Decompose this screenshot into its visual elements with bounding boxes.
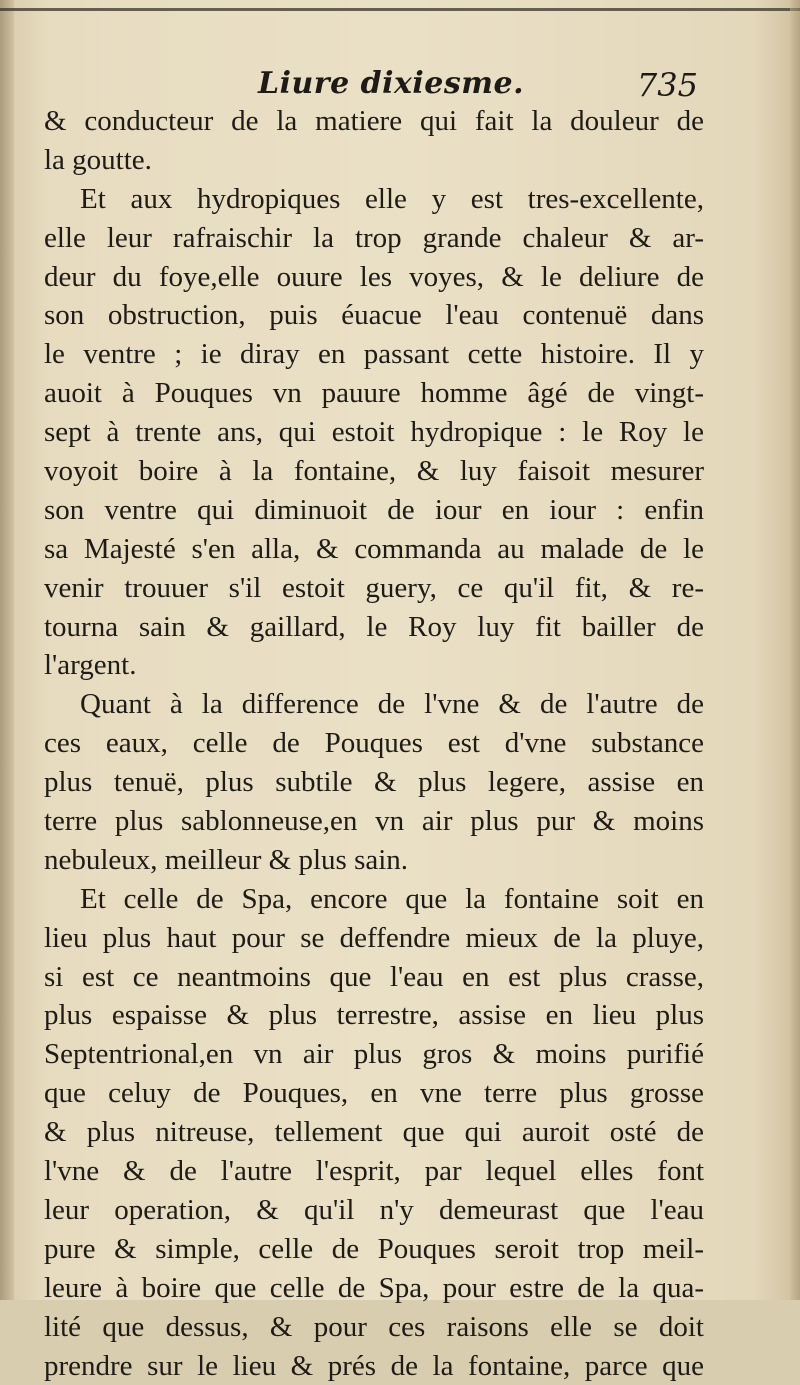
text-line: leure à boire que celle de Spa, pour estre de la qua- xyxy=(44,1269,704,1308)
text-line: son ventre qui diminuoit de iour en iour : enfin xyxy=(44,491,704,530)
top-edge-rule xyxy=(0,8,800,11)
text-line: lieu plus haut pour se deffendre mieux de la pluye, xyxy=(44,919,704,958)
text-line: la goutte. xyxy=(44,141,704,180)
page-number: 735 xyxy=(637,66,698,104)
text-line: & conducteur de la matiere qui fait la douleur de xyxy=(44,102,704,141)
text-line: lité que dessus, & pour ces raisons elle se doit xyxy=(44,1308,704,1347)
running-head xyxy=(38,66,698,106)
text-line: ces eaux, celle de Pouques est d'vne substance xyxy=(44,724,704,763)
text-line: si est ce neantmoins que l'eau en est plus crasse, xyxy=(44,958,704,997)
text-line: tourna sain & gaillard, le Roy luy fit bailler de xyxy=(44,608,704,647)
text-line: leur operation, & qu'il n'y demeurast que l'eau xyxy=(44,1191,704,1230)
text-line: venir trouuer s'il estoit guery, ce qu'il fit, & re- xyxy=(44,569,704,608)
text-line: son obstruction, puis éuacue l'eau contenuë dans xyxy=(44,296,704,335)
text-line: Quant à la difference de l'vne & de l'autre de xyxy=(44,685,704,724)
text-line: le ventre ; ie diray en passant cette histoire. Il y xyxy=(44,335,704,374)
text-line: sept à trente ans, qui estoit hydropique : le Roy le xyxy=(44,413,704,452)
text-line: l'argent. xyxy=(44,646,704,685)
text-line: l'vne & de l'autre l'esprit, par lequel elles font xyxy=(44,1152,704,1191)
text-line: deur du foye,elle ouure les voyes, & le deliure de xyxy=(44,258,704,297)
text-line: voyoit boire à la fontaine, & luy faisoit mesurer xyxy=(44,452,704,491)
text-line: Et celle de Spa, encore que la fontaine soit en xyxy=(44,880,704,919)
body-text xyxy=(44,102,704,1385)
running-title: Liure dixiesme. xyxy=(258,66,524,101)
text-line: pure & simple, celle de Pouques seroit trop meil- xyxy=(44,1230,704,1269)
text-line: & plus nitreuse, tellement que qui auroit osté de xyxy=(44,1113,704,1152)
text-line: nebuleux, meilleur & plus sain. xyxy=(44,841,704,880)
text-line: plus tenuë, plus subtile & plus legere, assise en xyxy=(44,763,704,802)
text-line: Et aux hydropiques elle y est tres-excellente, xyxy=(44,180,704,219)
text-line: auoit à Pouques vn pauure homme âgé de vingt- xyxy=(44,374,704,413)
text-line: terre plus sablonneuse,en vn air plus pur & moins xyxy=(44,802,704,841)
text-line: sa Majesté s'en alla, & commanda au malade de le xyxy=(44,530,704,569)
text-line: prendre sur le lieu & prés de la fontaine, parce que xyxy=(44,1347,704,1385)
text-line: elle leur rafraischir la trop grande chaleur & ar- xyxy=(44,219,704,258)
text-line: Septentrional,en vn air plus gros & moins purifié xyxy=(44,1035,704,1074)
text-line: plus espaisse & plus terrestre, assise en lieu plus xyxy=(44,996,704,1035)
text-line: que celuy de Pouques, en vne terre plus grosse xyxy=(44,1074,704,1113)
